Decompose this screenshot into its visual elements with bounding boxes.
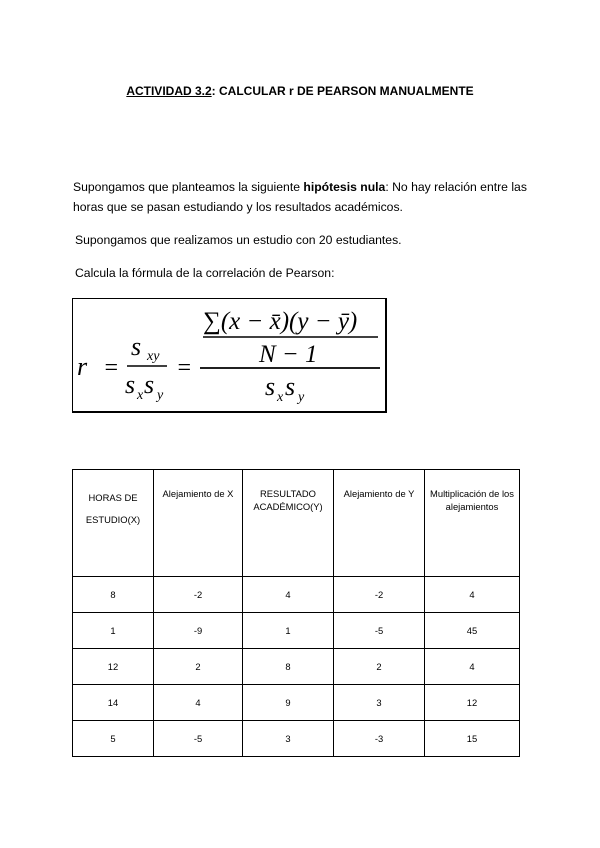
header-result: RESULTADO ACADÉMICO(Y) <box>243 470 334 577</box>
table-cell: 4 <box>243 577 334 613</box>
formula-sy-sub-2: y <box>298 390 305 405</box>
table-cell: -3 <box>334 721 425 757</box>
formula-sx: s <box>125 370 136 399</box>
data-table <box>72 469 520 757</box>
table-header-row <box>73 470 520 577</box>
table-row <box>73 649 520 685</box>
table-cell: 2 <box>154 649 243 685</box>
formula-sx-sub: x <box>137 388 144 403</box>
table-cell: 5 <box>73 721 154 757</box>
formula-sy-sub: y <box>157 388 164 403</box>
table-cell: -5 <box>334 613 425 649</box>
table-cell: 8 <box>243 649 334 685</box>
title-text: : CALCULAR r DE PEARSON MANUALMENTE <box>211 84 474 98</box>
header-product: Multiplicación de los alejamientos <box>425 470 520 577</box>
table-cell: 3 <box>334 685 425 721</box>
table-cell: 45 <box>425 613 520 649</box>
formula-sxy-sub: xy <box>147 349 160 364</box>
table-cell: 4 <box>154 685 243 721</box>
hypothesis-paragraph <box>73 177 533 217</box>
formula-equals-1: = <box>103 355 120 381</box>
table-cell: 4 <box>425 577 520 613</box>
table-row <box>73 577 520 613</box>
formula-r: r <box>77 352 88 381</box>
formula-sxy: s <box>131 332 142 361</box>
table-cell: -5 <box>154 721 243 757</box>
table-row <box>73 721 520 757</box>
table-row <box>73 685 520 721</box>
table-cell: 2 <box>334 649 425 685</box>
pearson-formula <box>72 298 387 413</box>
table-cell: -2 <box>154 577 243 613</box>
instruction-paragraph: Calcula la fórmula de la correlación de Pearson: <box>75 266 335 280</box>
table-row <box>73 613 520 649</box>
formula-sy-2: s <box>285 372 296 401</box>
activity-label: ACTIVIDAD 3.2 <box>126 84 212 98</box>
formula-sy: s <box>144 370 155 399</box>
table-cell: 3 <box>243 721 334 757</box>
table-cell: 1 <box>243 613 334 649</box>
header-y-deviation: Alejamiento de Y <box>334 470 425 577</box>
formula-numerator: ∑(x − x̄)(y − ȳ) <box>203 308 358 335</box>
hypothesis-text-start: Supongamos que planteamos la siguiente <box>73 180 304 194</box>
table-cell: -2 <box>334 577 425 613</box>
table-cell: 9 <box>243 685 334 721</box>
table-cell: -9 <box>154 613 243 649</box>
null-hypothesis-term: hipótesis nula <box>303 180 386 194</box>
formula-n-minus-1: N − 1 <box>259 341 318 368</box>
table-cell: 1 <box>73 613 154 649</box>
table-cell: 4 <box>425 649 520 685</box>
formula-sx-2: s <box>265 372 276 401</box>
header-x-deviation: Alejamiento de X <box>154 470 243 577</box>
study-paragraph: Supongamos que realizamos un estudio con 20 estudiantes. <box>75 233 402 247</box>
table-cell: 12 <box>425 685 520 721</box>
formula-equals-2: = <box>176 355 193 381</box>
table-cell: 14 <box>73 685 154 721</box>
table-cell: 12 <box>73 649 154 685</box>
table-cell: 8 <box>73 577 154 613</box>
formula-sx-sub-2: x <box>277 390 284 405</box>
table-cell: 15 <box>425 721 520 757</box>
header-hours: HORAS DE ESTUDIO(X) <box>73 470 154 577</box>
hypothesis-text-end: : No hay relación entre las horas que se pasan estudiando y los resultados académicos. <box>73 180 527 214</box>
page-title <box>0 84 600 98</box>
